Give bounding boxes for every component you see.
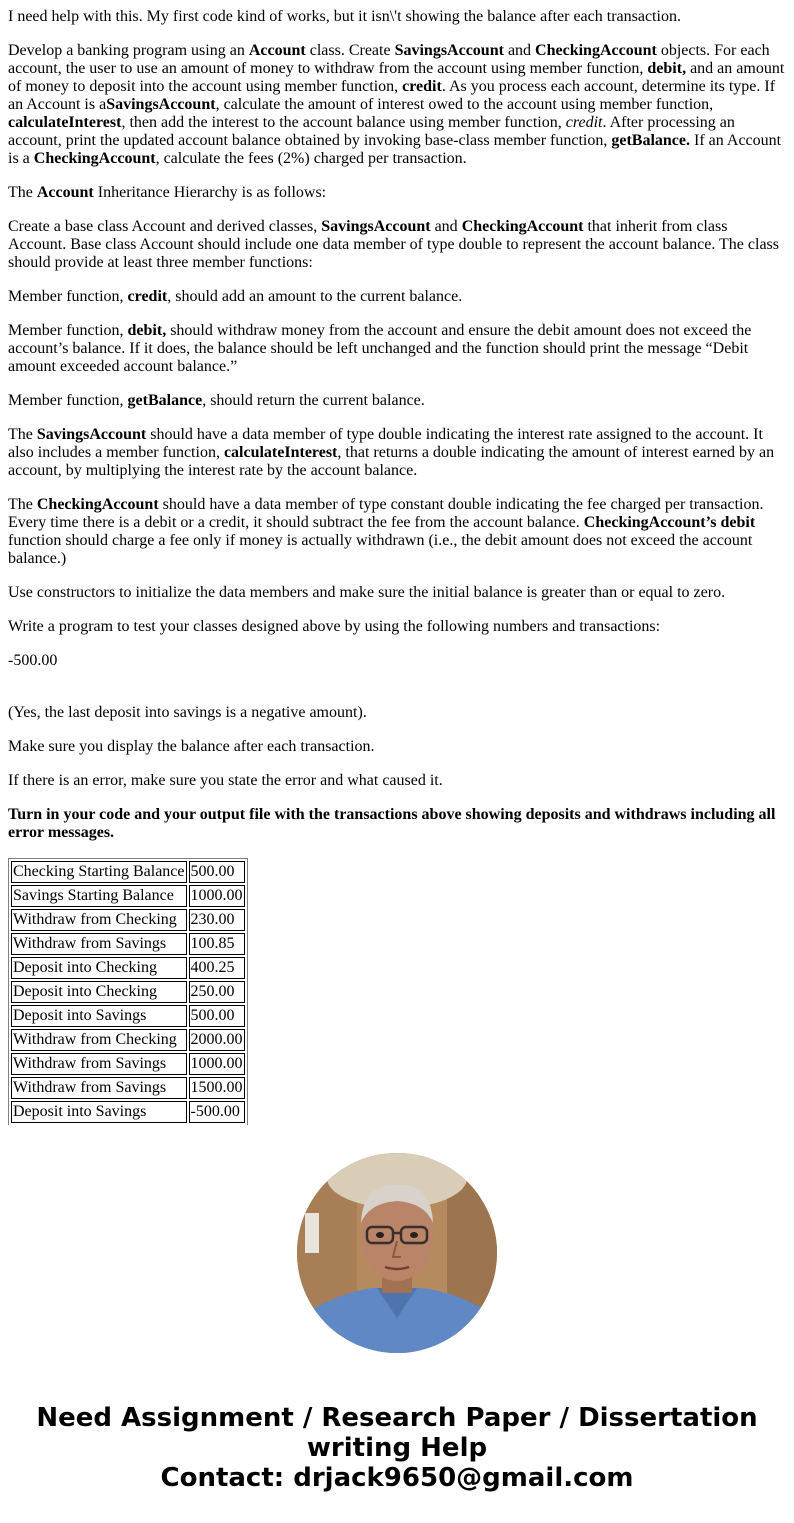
paragraph-error-note: If there is an error, make sure you state the error and what caused it. xyxy=(8,772,443,789)
transaction-amount: 230.00 xyxy=(189,909,245,931)
paragraph-credit: Member function, credit, should add an amount to the current balance. xyxy=(8,288,463,305)
paragraph-constructors: Use constructors to initialize the data members and make sure the initial balance is greater than or equal to zero. xyxy=(8,584,726,601)
paragraph-display-balance: Make sure you display the balance after each transaction. xyxy=(8,738,375,755)
table-row xyxy=(11,1005,245,1027)
transaction-label: Savings Starting Balance xyxy=(11,885,187,907)
question-content xyxy=(8,8,786,1125)
paragraph-turn-in: Turn in your code and your output file with the transactions above showing deposits and withdraws including all error messages. xyxy=(8,806,776,841)
transaction-label: Withdraw from Checking xyxy=(11,909,187,931)
transaction-amount: 400.25 xyxy=(189,957,245,979)
table-row xyxy=(11,1077,245,1099)
table-row xyxy=(11,1053,245,1075)
transaction-amount: 2000.00 xyxy=(189,1029,245,1051)
transaction-label: Deposit into Savings xyxy=(11,1101,187,1123)
transaction-label: Withdraw from Savings xyxy=(11,1053,187,1075)
table-row xyxy=(11,1029,245,1051)
promo-contact: Contact: drjack9650@gmail.com xyxy=(160,1463,634,1493)
transaction-label: Withdraw from Checking xyxy=(11,1029,187,1051)
transaction-amount: 1000.00 xyxy=(189,885,245,907)
paragraph-yes-note: (Yes, the last deposit into savings is a negative amount). xyxy=(8,704,367,721)
table-row xyxy=(11,1101,245,1123)
table-row xyxy=(11,933,245,955)
paragraph-hierarchy-heading: The Account Inheritance Hierarchy is as follows: xyxy=(8,184,327,201)
table-row xyxy=(11,861,245,883)
paragraph-getbalance: Member function, getBalance, should return the current balance. xyxy=(8,392,425,409)
paragraph-debit: Member function, debit, should withdraw money from the account and ensure the debit amount does not exceed the account’s balance. If it does, the balance should be left unchanged and the function should print the message “Debit amount exceeded account balance.” xyxy=(8,322,752,375)
transaction-amount: 250.00 xyxy=(189,981,245,1003)
paragraph-task-description: Develop a banking program using an Account class. Create SavingsAccount and CheckingAccount objects. For each account, the user to use an amount of money to withdraw from the account using member function, debit, and an amount of money to deposit into the account using member function, credit. As you process each account, determine its type. If an Account is aSavingsAccount, calculate the amount of interest owed to the account using member function, calculateInterest, then add the interest to the account balance using member function, credit. After processing an account, print the updated account balance obtained by invoking base-class member function, getBalance. If an Account is a CheckingAccount, calculate the fees (2%) charged per transaction. xyxy=(8,42,785,167)
transaction-label: Deposit into Checking xyxy=(11,981,187,1003)
transaction-label: Checking Starting Balance xyxy=(11,861,187,883)
table-row xyxy=(11,909,245,931)
paragraph-savings-account: The SavingsAccount should have a data member of type double indicating the interest rate assigned to the account. It also includes a member function, calculateInterest, that returns a double indicating the amount of interest earned by an account, by multiplying the interest rate by the account balance. xyxy=(8,426,775,479)
transaction-amount: 1500.00 xyxy=(189,1077,245,1099)
transaction-amount: 500.00 xyxy=(189,1005,245,1027)
transaction-label: Deposit into Savings xyxy=(11,1005,187,1027)
transaction-amount: -500.00 xyxy=(189,1101,245,1123)
transaction-amount: 500.00 xyxy=(189,861,245,883)
transaction-label: Deposit into Checking xyxy=(11,957,187,979)
paragraph-test-program: Write a program to test your classes designed above by using the following numbers and transactions: xyxy=(8,618,661,635)
promo-banner xyxy=(0,1403,794,1493)
transaction-label: Withdraw from Savings xyxy=(11,933,187,955)
promo-line-1: Need Assignment / Research Paper / Dissertation xyxy=(36,1403,758,1433)
transaction-amount: 1000.00 xyxy=(189,1053,245,1075)
intro-text: I need help with this. My first code kind of works, but it isn\'t showing the balance after each transaction. xyxy=(8,8,681,25)
author-avatar xyxy=(297,1153,497,1353)
transactions-table xyxy=(8,858,248,1125)
promo-line-2: writing Help xyxy=(306,1433,488,1463)
paragraph-checking-account: The CheckingAccount should have a data member of type constant double indicating the fee charged per transaction. Every time there is a debit or a credit, it should subtract the fee from the account balance. CheckingAccount’s debit function should charge a fee only if money is actually withdrawn (i.e., the debit amount does not exceed the account balance.) xyxy=(8,496,764,567)
transaction-amount: 100.85 xyxy=(189,933,245,955)
table-row xyxy=(11,981,245,1003)
transaction-label: Withdraw from Savings xyxy=(11,1077,187,1099)
table-row xyxy=(11,885,245,907)
paragraph-negative-amount: -500.00 xyxy=(8,652,58,669)
portrait-image xyxy=(297,1153,497,1353)
table-row xyxy=(11,957,245,979)
paragraph-base-class: Create a base class Account and derived classes, SavingsAccount and CheckingAccount that inherit from class Account. Base class Account should include one data member of type double to represent the account balance. The class should provide at least three member functions: xyxy=(8,218,779,271)
